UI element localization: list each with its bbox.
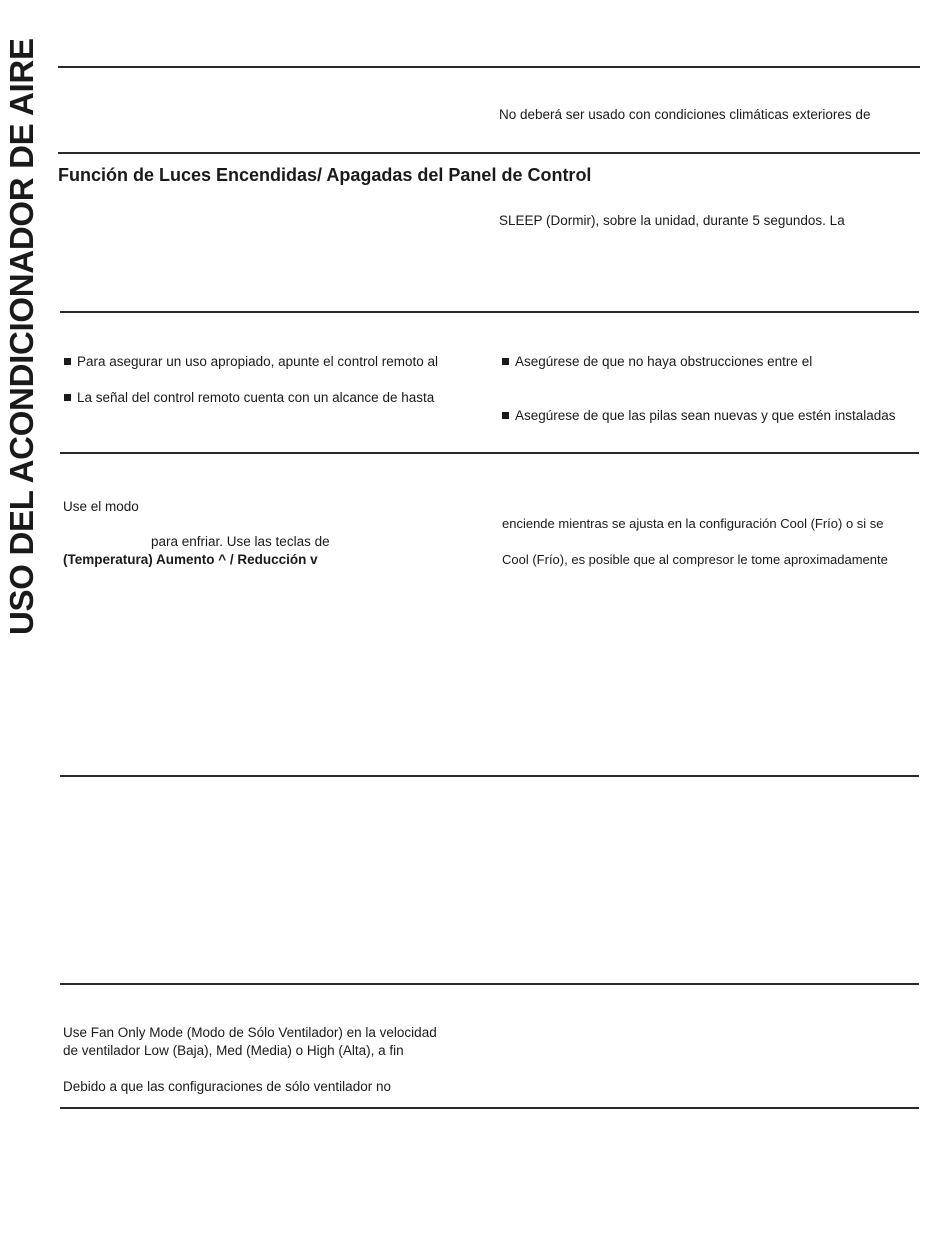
section2-heading: Función de Luces Encendidas/ Apagadas del Panel de Control bbox=[58, 165, 592, 185]
divider-5 bbox=[60, 983, 919, 985]
bullet-item bbox=[502, 354, 812, 370]
divider-top bbox=[58, 66, 920, 68]
cool-mode-text-3: (Temperatura) Aumento ^ / Reducción v bbox=[63, 552, 318, 567]
fan-mode-text-1: Use Fan Only Mode (Modo de Sólo Ventilador) en la velocidad bbox=[63, 1025, 437, 1040]
bullet-text: La señal del control remoto cuenta con un alcance de hasta bbox=[77, 390, 435, 405]
fan-mode-text-2: de ventilador Low (Baja), Med (Media) o High (Alta), a fin bbox=[63, 1043, 404, 1058]
cool-mode-right-text-1: enciende mientras se ajusta en la configuración Cool (Frío) o si se bbox=[502, 516, 884, 531]
bullet-text: Asegúrese de que no haya obstrucciones entre el bbox=[515, 354, 813, 369]
divider-bottom bbox=[60, 1107, 919, 1109]
bullet-item bbox=[502, 408, 896, 424]
bullet-item bbox=[64, 354, 438, 370]
cool-mode-text-2: para enfriar. Use las teclas de bbox=[151, 534, 330, 549]
divider-2 bbox=[60, 311, 919, 313]
bullet-icon bbox=[502, 358, 509, 365]
divider-4 bbox=[60, 775, 919, 777]
bullet-icon bbox=[502, 412, 509, 419]
fan-mode-text-3: Debido a que las configuraciones de sólo ventilador no bbox=[63, 1079, 391, 1094]
bullet-text: Para asegurar un uso apropiado, apunte el control remoto al bbox=[77, 354, 438, 369]
bullet-item bbox=[64, 390, 434, 406]
side-section-title: USO DEL ACONDICIONADOR DE AIRE bbox=[3, 38, 40, 635]
section1-right-text: No deberá ser usado con condiciones climáticas exteriores de bbox=[499, 107, 871, 122]
bullet-icon bbox=[64, 358, 71, 365]
cool-mode-text-1: Use el modo bbox=[63, 499, 139, 514]
divider-3 bbox=[60, 452, 919, 454]
divider-1 bbox=[58, 152, 920, 154]
cool-mode-right-text-2: Cool (Frío), es posible que al compresor le tome aproximadamente bbox=[502, 552, 888, 567]
section2-right-text: SLEEP (Dormir), sobre la unidad, durante 5 segundos. La bbox=[499, 213, 845, 228]
bullet-icon bbox=[64, 394, 71, 401]
bullet-text: Asegúrese de que las pilas sean nuevas y que estén instaladas bbox=[515, 408, 896, 423]
